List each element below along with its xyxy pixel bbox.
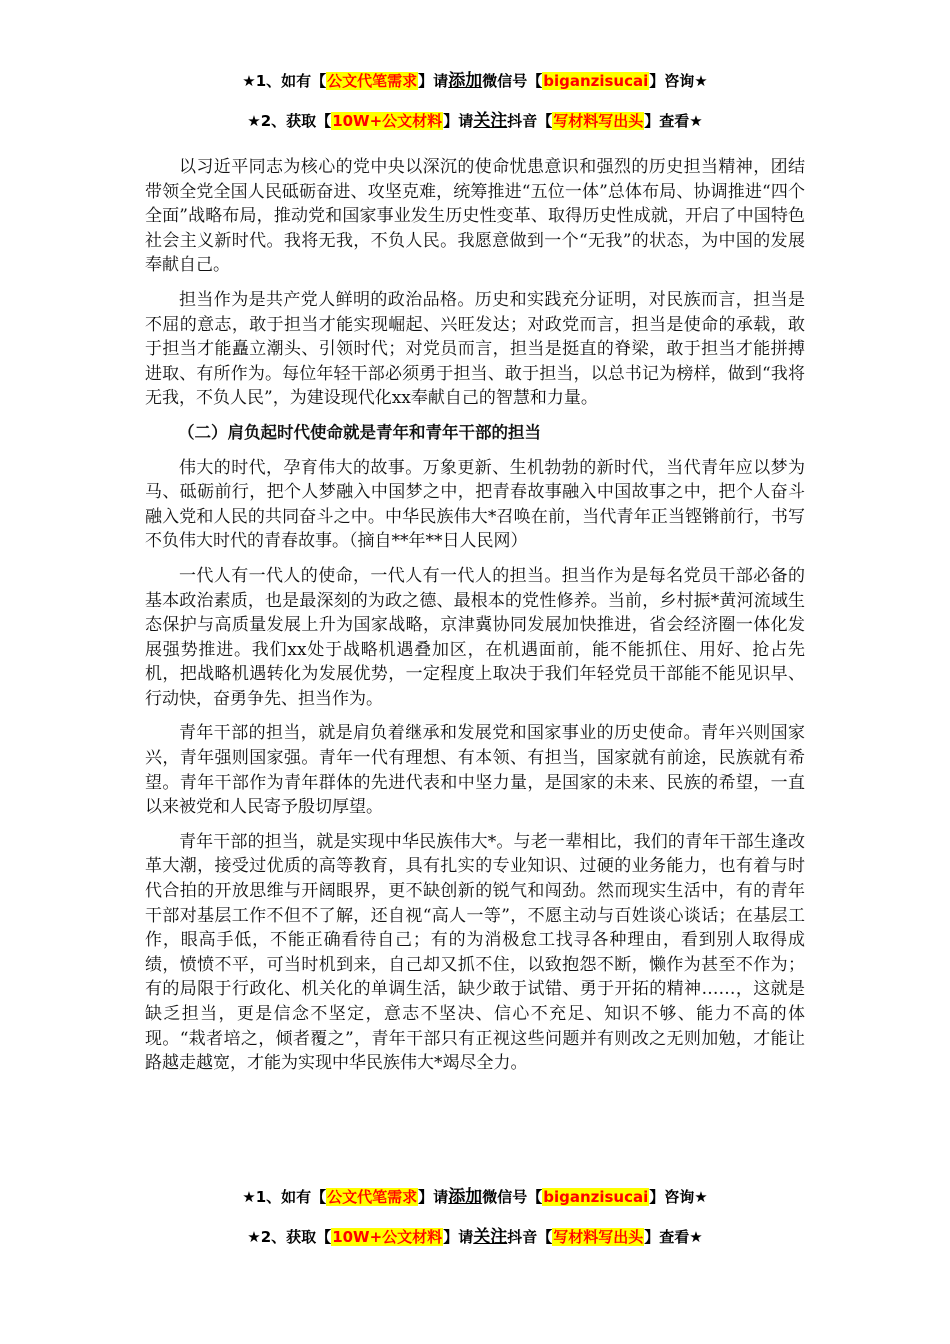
banner-highlight: biganzisucai	[543, 72, 649, 90]
document-body	[145, 155, 805, 1086]
bottom-banner-line-1	[0, 1186, 950, 1208]
banner-text: ★2、获取【	[247, 1228, 332, 1246]
banner-text: 】请	[443, 112, 474, 130]
banner-highlight: 公文代笔需求	[327, 1188, 418, 1206]
banner-text: 】查看★	[644, 1228, 703, 1246]
bottom-banner-line-2	[0, 1226, 950, 1248]
paragraph: 青年干部的担当，就是实现中华民族伟大*。与老一辈相比，我们的青年干部生逢改革大潮，接受过优质的高等教育，具有扎实的专业知识、过硬的业务能力，也有着与时代合拍的开放思维与开阔眼界，更不缺创新的锐气和闯劲。然而现实生活中，有的青年干部对基层工作不但不了解，还自视“高人一等”，不愿主动与百姓谈心谈话；在基层工作，眼高手低，不能正确看待自己；有的为消极怠工找寻各种理由，看到别人取得成绩，愤愤不平，可当时机到来，自己却又抓不住，以致抱怨不断，懒作为甚至不作为；有的局限于行政化、机关化的单调生活，缺少敢于试错、勇于开拓的精神……，这就是缺乏担当，更是信念不坚定，意志不坚决、信心不充足、知识不够、能力不高的体现。“栽者培之，倾者覆之”，青年干部只有正视这些问题并有则改之无则加勉，才能让路越走越宽，才能为实现中华民族伟大*竭尽全力。	[145, 831, 805, 1074]
banner-highlight: 10W+公文材料	[332, 112, 443, 130]
banner-text: 抖音【	[507, 1228, 553, 1246]
paragraph: 以习近平同志为核心的党中央以深沉的使命忧患意识和强烈的历史担当精神，团结带领全党全国人民砥砺奋进、攻坚克难，统筹推进“五位一体”总体布局、协调推进“四个全面”战略布局，推动党和国家事业发生历史性变革、取得历史性成就，开启了中国特色社会主义新时代。我将无我，不负人民。我愿意做到一个“无我”的状态，为中国的发展奉献自己。	[145, 157, 805, 276]
banner-highlight: 写材料写出头	[553, 1228, 644, 1246]
banner-text: 】请	[418, 72, 449, 90]
banner-text: 】请	[418, 1188, 449, 1206]
banner-text: 】请	[443, 1228, 474, 1246]
banner-underline: 关注	[473, 1227, 508, 1247]
banner-text: ★1、如有【	[242, 72, 327, 90]
banner-highlight: 公文代笔需求	[327, 72, 418, 90]
paragraph: 青年干部的担当，就是肩负着继承和发展党和国家事业的历史使命。青年兴则国家兴，青年强则国家强。青年一代有理想、有本领、有担当，国家就有前途，民族就有希望。青年干部作为青年群体的先进代表和中坚力量，是国家的未来、民族的希望，一直以来被党和人民寄予殷切厚望。	[145, 723, 805, 818]
banner-underline: 关注	[473, 111, 508, 131]
paragraph: 一代人有一代人的使命，一代人有一代人的担当。担当作为是每名党员干部必备的基本政治素质，也是最深刻的为政之德、最根本的党性修养。当前，乡村振*黄河流域生态保护与高质量发展上升为国家战略，京津冀协同发展加快推进，省会经济圈一体化发展强势推进。我们xx处于战略机遇叠加区，在机遇面前，能不能抓住、用好、抢占先机，把战略机遇转化为发展优势，一定程度上取决于我们年轻党员干部能不能见识早、行动快，奋勇争先、担当作为。	[145, 565, 805, 709]
banner-text: 抖音【	[507, 112, 553, 130]
banner-highlight: biganzisucai	[543, 1188, 649, 1206]
top-banner-line-2	[0, 110, 950, 132]
banner-text: 微信号【	[482, 1188, 543, 1206]
banner-underline: 添加	[448, 71, 483, 91]
paragraph: 担当作为是共产党人鲜明的政治品格。历史和实践充分证明，对民族而言，担当是不屈的意志，敢于担当才能实现崛起、兴旺发达；对政党而言，担当是使命的承载，敢于担当才能矗立潮头、引领时代；对党员而言，担当是挺直的脊梁，敢于担当才能拼搏进取、有所作为。每位年轻干部必须勇于担当、敢于担当，以总书记为榜样，做到“我将无我，不负人民”，为建设现代化xx奉献自己的智慧和力量。	[145, 289, 805, 409]
banner-highlight: 10W+公文材料	[332, 1228, 443, 1246]
banner-highlight: 写材料写出头	[553, 112, 644, 130]
banner-text: ★2、获取【	[247, 112, 332, 130]
paragraph: 伟大的时代，孕育伟大的故事。万象更新、生机勃勃的新时代，当代青年应以梦为马、砥砺前行，把个人梦融入中国梦之中，把青春故事融入中国故事之中，把个人奋斗融入党和人民的共同奋斗之中。中华民族伟大*召唤在前，当代青年正当铿锵前行，书写不负伟大时代的青春故事。（摘自**年**日人民网）	[145, 457, 805, 552]
banner-text: 微信号【	[482, 72, 543, 90]
banner-text: 】查看★	[644, 112, 703, 130]
banner-text: 】咨询★	[649, 1188, 708, 1206]
banner-text: ★1、如有【	[242, 1188, 327, 1206]
banner-underline: 添加	[448, 1187, 483, 1207]
banner-text: 】咨询★	[649, 72, 708, 90]
section-heading: （二）肩负起时代使命就是青年和青年干部的担当	[178, 422, 541, 442]
top-banner-line-1	[0, 70, 950, 92]
